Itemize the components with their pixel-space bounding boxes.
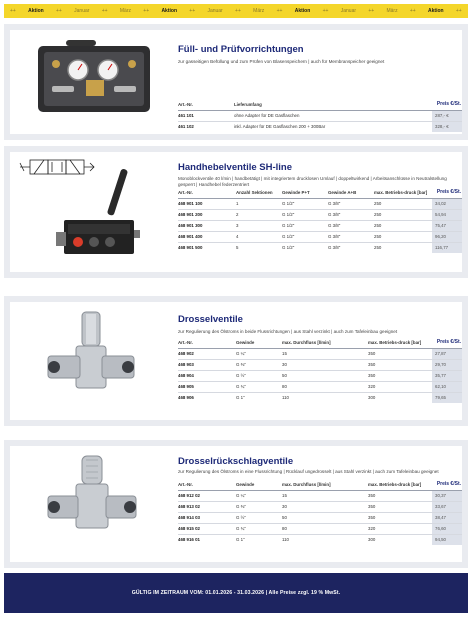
banner-item: März [386, 8, 398, 14]
col-header-price: Preis €/St. [436, 101, 461, 107]
article-number: 461 101 [178, 110, 234, 121]
cell: 80 [282, 523, 368, 534]
article-number: 468 902 [178, 348, 236, 359]
cell: 3 [236, 220, 282, 231]
col-header: max. Betriebs-druck [bar] [368, 340, 422, 345]
table-row [178, 220, 462, 231]
table-row [178, 392, 462, 403]
cell: 250 [374, 220, 432, 231]
price-cell: 33,67 [432, 501, 462, 512]
cell: 320 [368, 523, 432, 534]
price-cell: 94,50 [432, 534, 462, 545]
banner-item: Aktion [294, 8, 311, 14]
promo-banner [4, 4, 468, 18]
cell: G ¼" [236, 490, 282, 501]
price-table [178, 96, 462, 132]
cell: G ⅜" [236, 359, 282, 370]
article-number: 468 901 300 [178, 220, 236, 231]
banner-item: Aktion [428, 8, 444, 14]
price-table [178, 482, 462, 545]
product-section-drosselrueckschlag [4, 440, 468, 568]
banner-sep: ++ [10, 8, 16, 14]
price-cell: 96,20 [432, 231, 462, 242]
col-header: max. Betriebs-druck [bar] [368, 482, 422, 487]
article-number: 468 901 500 [178, 242, 236, 253]
cell: 30 [282, 359, 368, 370]
cell: 350 [368, 348, 432, 359]
price-cell: 116,77 [432, 242, 462, 253]
cell: 2 [236, 209, 282, 220]
article-number: 468 905 [178, 381, 236, 392]
banner-sep: ++ [455, 8, 462, 14]
col-header: Gewinde [236, 482, 255, 487]
banner-sep: ++ [143, 8, 150, 14]
col-header: Art.-Nr. [178, 340, 193, 345]
table-row [178, 110, 462, 121]
check-throttle-valve-image [16, 450, 166, 558]
product-card [10, 152, 462, 272]
product-card [10, 302, 462, 420]
col-header: Art.-Nr. [178, 102, 193, 107]
validity-footer [4, 573, 468, 613]
cell: 5 [236, 242, 282, 253]
cell: G ¼" [236, 348, 282, 359]
hand-lever-valve-image [16, 154, 166, 268]
cell: 250 [374, 198, 432, 209]
cell: G ⅜" [236, 501, 282, 512]
price-cell: 76,60 [432, 523, 462, 534]
price-cell: 30,37 [432, 490, 462, 501]
cell: G ¾" [236, 523, 282, 534]
table-header-row [178, 340, 462, 348]
table-row [178, 348, 462, 359]
cell: 250 [374, 209, 432, 220]
banner-item: Januar [207, 8, 223, 14]
price-table [178, 340, 462, 403]
table-header-row [178, 482, 462, 490]
cell: G 3/8" [328, 242, 374, 253]
cell: G 1/2" [282, 209, 328, 220]
cell: 50 [282, 370, 368, 381]
cell: G 1" [236, 534, 282, 545]
cell: 300 [368, 534, 432, 545]
banner-sep: ++ [322, 8, 329, 14]
table-row [178, 359, 462, 370]
test-kit-case-image [16, 34, 166, 130]
col-header: Gewinde [236, 340, 255, 345]
banner-item: Aktion [161, 8, 177, 14]
banner-item: Januar [340, 8, 357, 14]
banner-item: Aktion [28, 8, 44, 14]
price-cell: 54,94 [432, 209, 462, 220]
cell: G 3/8" [328, 209, 374, 220]
col-header: max. Durchfluss [l/min] [282, 340, 331, 345]
product-section-fuell [4, 24, 468, 140]
article-number: 468 916 01 [178, 534, 236, 545]
table-row [178, 370, 462, 381]
price-cell: 287,- € [432, 110, 462, 121]
cell: G ½" [236, 512, 282, 523]
product-card [10, 30, 462, 134]
section-title: Handhebelventile SH-line [178, 162, 293, 173]
cell: 320 [368, 381, 432, 392]
product-section-handhebel [4, 146, 468, 278]
banner-item: März [253, 8, 265, 14]
cell: 15 [282, 348, 368, 359]
col-header: max. Betriebs-druck [bar] [374, 190, 428, 195]
product-section-drossel [4, 296, 468, 426]
cell: G ¾" [236, 381, 282, 392]
section-title: Drosselrückschlagventile [178, 456, 294, 467]
article-number: 468 904 [178, 370, 236, 381]
table-row [178, 231, 462, 242]
cell: G 1" [236, 392, 282, 403]
table-row [178, 381, 462, 392]
price-cell: 328,- € [432, 121, 462, 132]
section-description: zur Regulierung des Ölstroms in eine Flussrichtung | Rücklauf ungedrosselt | aus Stahl verzinkt | auch zum Tafeleinbau geeignet [178, 469, 439, 474]
banner-sep: ++ [101, 8, 108, 14]
cell: 15 [282, 490, 368, 501]
table-header-row [178, 96, 462, 110]
cell: 350 [368, 370, 432, 381]
cell: 300 [368, 392, 432, 403]
col-header: Gewinde P+T [282, 190, 310, 195]
table-row [178, 534, 462, 545]
price-cell: 29,70 [432, 359, 462, 370]
banner-sep: ++ [409, 8, 416, 14]
section-title: Drosselventile [178, 314, 243, 325]
col-header: Lieferumfang [234, 102, 262, 107]
cell: 350 [368, 512, 432, 523]
cell: 4 [236, 231, 282, 242]
price-cell: 62,10 [432, 381, 462, 392]
banner-sep: ++ [235, 8, 241, 14]
cell: G 1/2" [282, 220, 328, 231]
banner-item: Januar [74, 8, 90, 14]
price-cell: 75,47 [432, 220, 462, 231]
banner-sep: ++ [189, 8, 196, 14]
article-number: 468 901 200 [178, 209, 236, 220]
table-row [178, 121, 462, 132]
banner-sep: ++ [56, 8, 62, 14]
cell: G 3/8" [328, 198, 374, 209]
col-header-price: Preis €/St. [436, 189, 461, 195]
article-number: 468 906 [178, 392, 236, 403]
cell: inkl. Adapter für DE Gasflaschen 200 + 300Bar [234, 121, 432, 132]
price-cell: 35,77 [432, 370, 462, 381]
col-header: Gewinde A+B [328, 190, 357, 195]
cell: 350 [368, 359, 432, 370]
article-number: 468 903 [178, 359, 236, 370]
article-number: 468 915 02 [178, 523, 236, 534]
table-row [178, 523, 462, 534]
cell: G ½" [236, 370, 282, 381]
cell: 350 [368, 501, 432, 512]
table-header-row [178, 190, 462, 198]
cell: G 3/8" [328, 220, 374, 231]
cell: 110 [282, 534, 368, 545]
price-table [178, 190, 462, 253]
footer-text: GÜLTIG IM ZEITRAUM VOM: 01.01.2026 - 31.03.2026 | Alle Preise zzgl. 19 % MwSt. [131, 590, 341, 596]
article-number: 468 901 100 [178, 198, 236, 209]
throttle-valve-image [16, 306, 166, 416]
col-header-price: Preis €/St. [436, 339, 461, 345]
article-number: 468 912 02 [178, 490, 236, 501]
table-row [178, 242, 462, 253]
col-header: max. Durchfluss [l/min] [282, 482, 331, 487]
cell: 1 [236, 198, 282, 209]
product-card [10, 446, 462, 562]
section-description: zur gasseitigen Befüllung und zum Prüfen von Blasenspeichern | auch für Membranspeicher geeignet [178, 59, 385, 64]
cell: 250 [374, 231, 432, 242]
cell: 30 [282, 501, 368, 512]
price-cell: 79,65 [432, 392, 462, 403]
cell: 50 [282, 512, 368, 523]
table-row [178, 490, 462, 501]
cell: G 1/2" [282, 242, 328, 253]
section-description: Monoblockventile 40 l/min | handbetätigt | mit integriertem drucklosen Umlauf | doppeltwirkend | Arbeitsanschlüsse in Neutralstellung gesperrt | Handhebel federzentriert [178, 176, 447, 187]
article-number: 461 102 [178, 121, 234, 132]
article-number: 468 913 02 [178, 501, 236, 512]
col-header: Art.-Nr. [178, 190, 193, 195]
col-header: Anzahl Sektionen [236, 190, 273, 195]
price-cell: 38,47 [432, 512, 462, 523]
table-row [178, 198, 462, 209]
cell: 110 [282, 392, 368, 403]
cell: G 1/2" [282, 231, 328, 242]
cell: G 1/2" [282, 198, 328, 209]
table-row [178, 209, 462, 220]
table-row [178, 512, 462, 523]
article-number: 468 914 03 [178, 512, 236, 523]
cell: G 3/8" [328, 231, 374, 242]
banner-sep: ++ [368, 8, 375, 14]
section-title: Füll- und Prüfvorrichtungen [178, 44, 304, 55]
banner-item: März [119, 8, 131, 14]
price-cell: 34,02 [432, 198, 462, 209]
cell: 350 [368, 490, 432, 501]
cell: 80 [282, 381, 368, 392]
section-description: zur Regulierung des Ölstroms in beide Flussrichtungen | aus Stahl verzinkt | auch zum Tafeleinbau geeignet [178, 329, 398, 334]
price-cell: 27,87 [432, 348, 462, 359]
banner-sep: ++ [276, 8, 283, 14]
cell: 250 [374, 242, 432, 253]
table-row [178, 501, 462, 512]
col-header-price: Preis €/St. [436, 481, 461, 487]
cell: ohne Adapter für DE Gasflaschen [234, 110, 432, 121]
article-number: 468 901 400 [178, 231, 236, 242]
col-header: Art.-Nr. [178, 482, 193, 487]
